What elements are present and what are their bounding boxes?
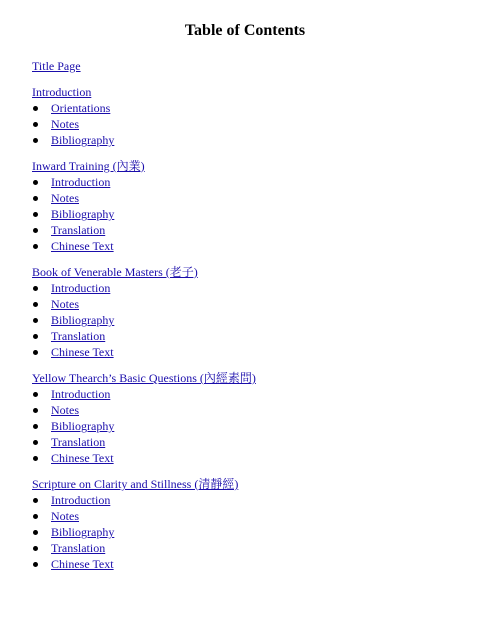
toc-section bbox=[32, 158, 472, 254]
item-link[interactable]: Orientations bbox=[51, 101, 111, 115]
item-link[interactable]: Introduction bbox=[51, 493, 111, 507]
list-item bbox=[32, 132, 472, 148]
bullet-icon bbox=[33, 392, 38, 397]
item-link[interactable]: Chinese Text bbox=[51, 557, 114, 571]
list-item bbox=[32, 100, 472, 116]
page-title: Table of Contents bbox=[184, 22, 306, 39]
list-item bbox=[32, 312, 472, 328]
list-item bbox=[32, 556, 472, 572]
item-link[interactable]: Bibliography bbox=[51, 313, 115, 327]
bullet-icon bbox=[33, 424, 38, 429]
list-item bbox=[32, 296, 472, 312]
toc-section bbox=[32, 476, 472, 572]
bullet-icon bbox=[33, 498, 38, 503]
item-link[interactable]: Notes bbox=[51, 117, 79, 131]
list-item bbox=[32, 524, 472, 540]
item-link[interactable]: Introduction bbox=[51, 175, 111, 189]
bullet-icon bbox=[33, 122, 38, 127]
section-title-link[interactable]: Introduction bbox=[32, 85, 92, 99]
section-title-link[interactable]: Yellow Thearch’s Basic Questions (內經素問) bbox=[32, 371, 256, 385]
item-link[interactable]: Introduction bbox=[51, 387, 111, 401]
list-item bbox=[32, 238, 472, 254]
section-items bbox=[32, 174, 472, 254]
item-link[interactable]: Notes bbox=[51, 297, 79, 311]
item-link[interactable]: Introduction bbox=[51, 281, 111, 295]
bullet-icon bbox=[33, 228, 38, 233]
item-link[interactable]: Bibliography bbox=[51, 133, 115, 147]
list-item bbox=[32, 402, 472, 418]
bullet-icon bbox=[33, 408, 38, 413]
bullet-icon bbox=[33, 318, 38, 323]
list-item bbox=[32, 540, 472, 556]
item-link[interactable]: Translation bbox=[51, 223, 106, 237]
item-link[interactable]: Chinese Text bbox=[51, 345, 114, 359]
list-item bbox=[32, 328, 472, 344]
item-link[interactable]: Bibliography bbox=[51, 207, 115, 221]
list-item bbox=[32, 190, 472, 206]
bullet-icon bbox=[33, 514, 38, 519]
item-link[interactable]: Translation bbox=[51, 541, 106, 555]
section-items bbox=[32, 386, 472, 466]
item-link[interactable]: Translation bbox=[51, 329, 106, 343]
section-title-link[interactable]: Inward Training (內業) bbox=[32, 159, 145, 173]
bullet-icon bbox=[33, 138, 38, 143]
bullet-icon bbox=[33, 286, 38, 291]
item-link[interactable]: Notes bbox=[51, 403, 79, 417]
list-item bbox=[32, 344, 472, 360]
list-item bbox=[32, 450, 472, 466]
list-item bbox=[32, 508, 472, 524]
title-page-link[interactable]: Title Page bbox=[32, 59, 81, 73]
section-title-link[interactable]: Scripture on Clarity and Stillness (清靜經) bbox=[32, 477, 239, 491]
toc-section bbox=[32, 370, 472, 466]
section-items bbox=[32, 100, 472, 148]
item-link[interactable]: Bibliography bbox=[51, 525, 115, 539]
bullet-icon bbox=[33, 530, 38, 535]
bullet-icon bbox=[33, 106, 38, 111]
list-item bbox=[32, 418, 472, 434]
toc-section bbox=[32, 264, 472, 360]
bullet-icon bbox=[33, 196, 38, 201]
toc-section bbox=[32, 84, 472, 148]
bullet-icon bbox=[33, 180, 38, 185]
list-item bbox=[32, 434, 472, 450]
section-title-link[interactable]: Book of Venerable Masters (老子) bbox=[32, 265, 198, 279]
section-items bbox=[32, 492, 472, 572]
list-item bbox=[32, 280, 472, 296]
bullet-icon bbox=[33, 244, 38, 249]
bullet-icon bbox=[33, 212, 38, 217]
bullet-icon bbox=[33, 456, 38, 461]
bullet-icon bbox=[33, 334, 38, 339]
toc-content bbox=[32, 58, 472, 582]
item-link[interactable]: Notes bbox=[51, 191, 79, 205]
bullet-icon bbox=[33, 546, 38, 551]
list-item bbox=[32, 174, 472, 190]
item-link[interactable]: Chinese Text bbox=[51, 451, 114, 465]
bullet-icon bbox=[33, 562, 38, 567]
list-item bbox=[32, 492, 472, 508]
list-item bbox=[32, 206, 472, 222]
list-item bbox=[32, 116, 472, 132]
list-item bbox=[32, 386, 472, 402]
item-link[interactable]: Notes bbox=[51, 509, 79, 523]
bullet-icon bbox=[33, 350, 38, 355]
item-link[interactable]: Bibliography bbox=[51, 419, 115, 433]
list-item bbox=[32, 222, 472, 238]
item-link[interactable]: Translation bbox=[51, 435, 106, 449]
bullet-icon bbox=[33, 440, 38, 445]
bullet-icon bbox=[33, 302, 38, 307]
section-items bbox=[32, 280, 472, 360]
item-link[interactable]: Chinese Text bbox=[51, 239, 114, 253]
title-page-section bbox=[32, 58, 472, 74]
